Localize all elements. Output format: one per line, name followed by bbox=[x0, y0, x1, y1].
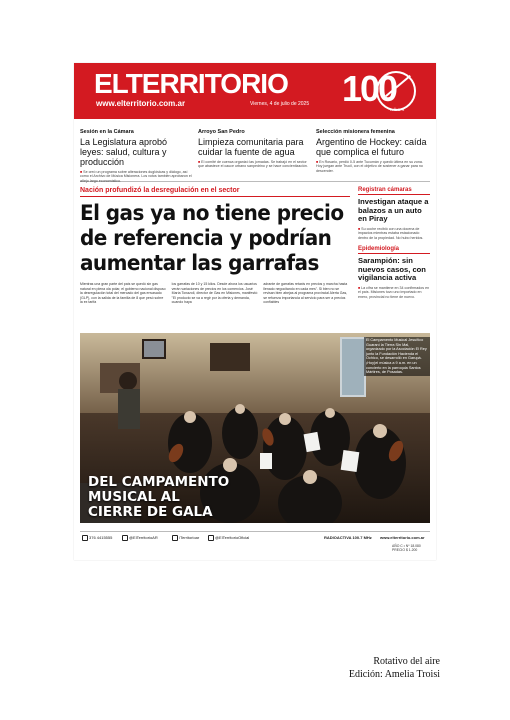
lead-headline-line: El gas ya no tiene precio bbox=[80, 201, 344, 226]
masthead bbox=[74, 63, 436, 119]
side-column bbox=[358, 187, 430, 299]
photo-title-line: MUSICAL AL bbox=[88, 489, 180, 505]
credit-program: Rotativo del aire bbox=[373, 656, 440, 667]
side-text: ■ La cifra se mantiene en 34 confirmados en el país. Misiones tuvo uno importado en enero, provincial no tiene de nuevo. bbox=[358, 286, 430, 299]
x-icon bbox=[122, 535, 128, 541]
anniversary-number: 100 bbox=[342, 68, 397, 109]
teaser-row bbox=[80, 129, 430, 182]
instagram-icon bbox=[208, 535, 214, 541]
photo-title-line: DEL CAMPAMENTO bbox=[88, 474, 230, 490]
newspaper-logo bbox=[94, 70, 288, 98]
teaser-item bbox=[198, 129, 310, 181]
photo-title bbox=[88, 475, 229, 520]
teaser-item bbox=[80, 129, 192, 181]
lead-headline-line: de referencia y podrían bbox=[80, 226, 332, 251]
masthead-url: www.elterritorio.com.ar bbox=[96, 99, 186, 108]
footer-social-whatsapp[interactable] bbox=[82, 535, 112, 541]
lead-body bbox=[80, 282, 350, 305]
anniversary-logo bbox=[342, 67, 416, 117]
teaser-text: ■ Se creó un programa sobre alteraciones duglósicas y diálogo, así como el Archivo de Música Misionera. Los votos también aprobaron el añejo largo economístico. bbox=[80, 170, 192, 183]
footer-social-text: /Territorioar bbox=[179, 535, 200, 541]
side-headline: Sarampión: sin nuevos casos, con vigilancia activa bbox=[358, 256, 426, 283]
logo-prefix: EL bbox=[94, 68, 126, 99]
teaser-text: ■ En Rosario, perdió 0-5 ante Tucumán y quedó última en su zona. Hoy juegan ante Trucil, con el objetivo de sostener a ganar para no descender. bbox=[316, 160, 428, 173]
side-headline: Investigan ataque a balazos a un auto en Piray bbox=[358, 197, 429, 224]
footer-social-facebook[interactable] bbox=[172, 535, 199, 541]
footer-website[interactable]: www.elterritorio.com.ar bbox=[380, 535, 425, 540]
footer-radio: RADIOACTIVA 100.7 MHz bbox=[324, 535, 372, 540]
teaser-kicker: Selección misionera femenina bbox=[316, 129, 395, 135]
side-text: ■ Su coche recibió con una docena de impactos mientras estaba estacionado dentro de la propiedad. No hubo heridos. bbox=[358, 227, 430, 240]
lead-headline bbox=[80, 201, 344, 276]
footer-social-text: 376 4415555 bbox=[89, 535, 113, 541]
footer-social-text: @ElTerritorioAR bbox=[129, 535, 158, 541]
footer-social-x[interactable] bbox=[122, 535, 158, 541]
teaser-headline: Argentino de Hockey: caída que complica el futuro bbox=[316, 137, 427, 157]
masthead-date: Viernes, 4 de julio de 2025 bbox=[250, 101, 310, 107]
lead-column: adrante de garrafas retaxis en precios y marcha hasta llenado negocitando en cada mes". Si bien no se revisan bien abejas al programa provincial Alerta Gas, se refuerza importancia al servicio para ser a precios confiables bbox=[263, 282, 348, 304]
teaser-headline: Limpieza comunitaria para cuidar la fuente de agua bbox=[198, 137, 304, 157]
logo-main: TERRITORIO bbox=[125, 68, 288, 99]
lead-column: los garrafas de 10 y 15 kilos. Desde ahora los usuarios verán variaciones de precios en los comercios. José María Tonazoli, director de Gas en Misiones, manifestó: "El producto se va a regir por la oferta y demanda, cuando haya bbox=[171, 282, 258, 304]
teaser-kicker: Arroyo San Pedro bbox=[198, 129, 245, 135]
issue-info: AÑO C • Nº 18.080 PRECIO $ 1.200 bbox=[392, 544, 421, 552]
credit-editor: Edición: Amelia Troisi bbox=[348, 669, 440, 680]
side-kicker: Epidemiología bbox=[358, 246, 430, 254]
lead-story bbox=[80, 187, 350, 305]
newspaper-front-page bbox=[74, 63, 436, 560]
facebook-icon bbox=[172, 535, 178, 541]
lead-kicker: Nación profundizó la desregulación en el sector bbox=[80, 187, 350, 197]
side-kicker: Registran cámaras bbox=[358, 187, 430, 195]
teaser-item bbox=[316, 129, 428, 181]
footer-social-instagram[interactable] bbox=[208, 535, 249, 541]
lead-column: Mientras una gran parte del país se quedó sin gas natural en plena ola polar, el gobierno nacional dispuso la desregulación total del mercado del gas envasado (GLP), con la salida de la familia de 8 que pesó sobre la ex tarifa bbox=[80, 282, 166, 304]
photo-title-line: CIERRE DE GALA bbox=[88, 504, 213, 520]
photo-caption: El Campamento Musical Jesuítico Guaraní la Tierra Sin Mal, organizado por la Asociación El Rey junto la Fundación Hacienda el Ochico, se desarrolló en Garupá. ¡Hoy)el música a 9 a.m. en un concierto en la parroquia Santos Mártires, de Posadas. bbox=[364, 337, 430, 376]
credit-block bbox=[349, 655, 440, 681]
teaser-headline: La Legislatura aprobó leyes: salud, cultura y producción bbox=[80, 137, 168, 167]
whatsapp-icon bbox=[82, 535, 88, 541]
page-footer bbox=[80, 531, 430, 542]
teaser-text: ■ El comité de cuenca organizó las jornadas. Se trabajó en el sector que abastece el cauce urbano sanpedrino y se hace concientización. bbox=[198, 160, 310, 169]
lead-headline-line: aumentar las garrafas bbox=[80, 251, 319, 276]
anniversary-label: AÑOS bbox=[390, 107, 406, 112]
teaser-kicker: Sesión en la Cámara bbox=[80, 129, 134, 135]
footer-social-text: @ElTerritorioOficial bbox=[215, 535, 250, 541]
